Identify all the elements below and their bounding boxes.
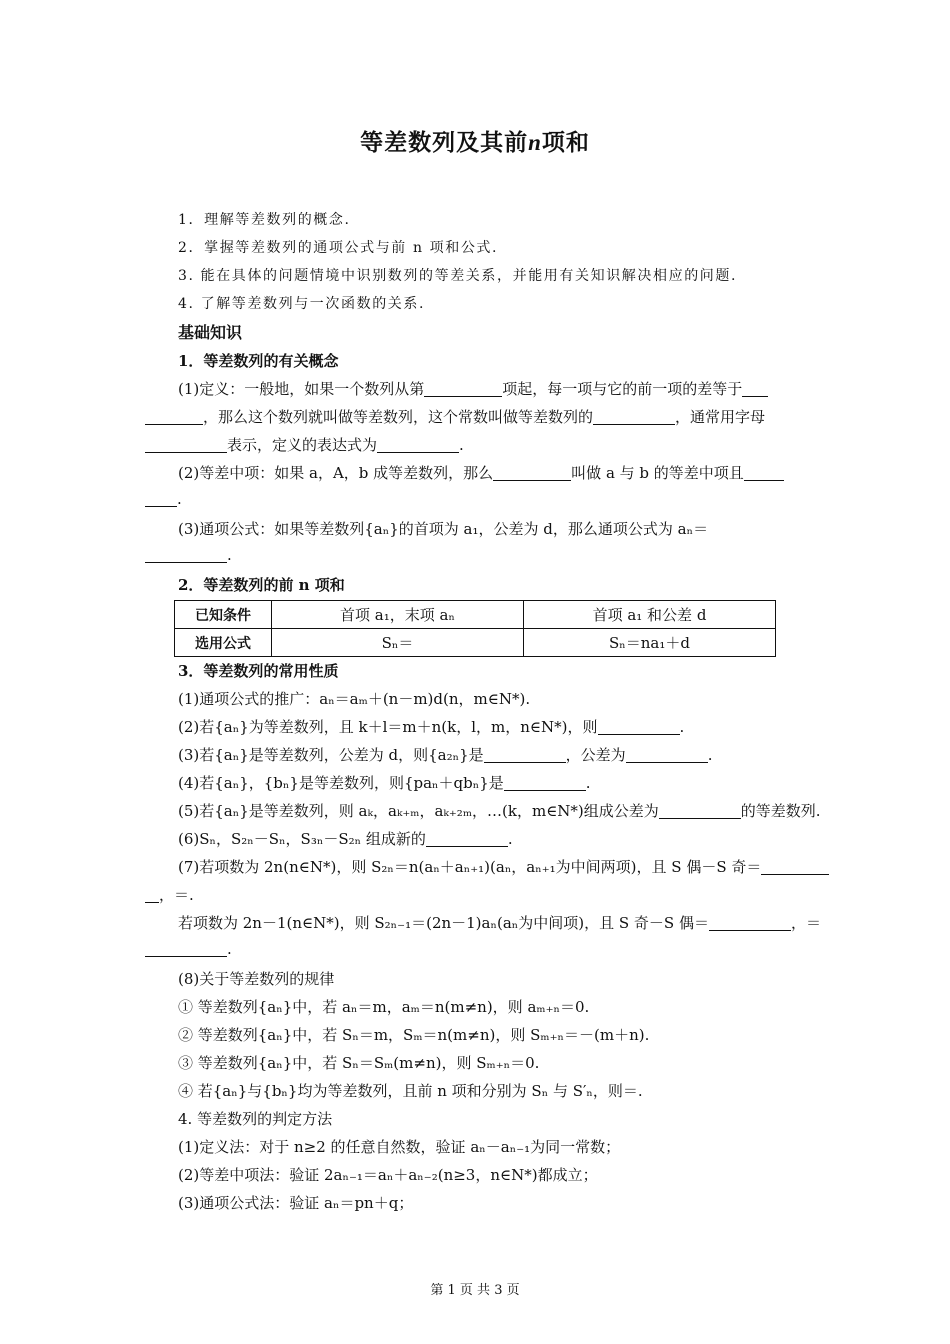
- table-cell: Sₙ＝na₁＋d: [524, 629, 776, 657]
- objective-1: 1．理解等差数列的概念.: [178, 212, 351, 228]
- blank: [145, 942, 227, 957]
- blank: [709, 916, 791, 931]
- table-row-header: 选用公式: [175, 629, 272, 657]
- blank: [377, 438, 459, 453]
- property-4: (4)若{aₙ}，{bₙ}是等差数列，则{paₙ＋qbₙ}是 .: [178, 774, 591, 792]
- definition-line-2: ，那么这个数列就叫做等差数列，这个常数叫做等差数列的 ，通常用字母: [145, 406, 765, 427]
- judge-method-2: (2)等差中项法：验证 2aₙ₋₁＝aₙ＋aₙ₋₂(n≥3，n∈N*)都成立；: [178, 1166, 598, 1184]
- blank: [145, 492, 177, 507]
- subsection-1-heading: 1．等差数列的有关概念: [178, 352, 339, 370]
- property-7-line-1: (7)若项数为 2n(n∈N*)，则 S₂ₙ＝n(aₙ＋aₙ₊₁)(aₙ，aₙ₊₁为中间两项)，且 S 偶－S 奇＝: [178, 856, 829, 877]
- rule-4: ④ 若{aₙ}与{bₙ}均为等差数列，且前 n 项和分别为 Sₙ 与 S′ₙ，则＝.: [178, 1082, 643, 1100]
- blank: [145, 888, 159, 903]
- blank: [493, 466, 571, 481]
- objective-3: 3. 能在具体的问题情境中识别数列的等差关系，并能用有关知识解决相应的问题.: [178, 268, 738, 284]
- general-term-line-1: (3)通项公式：如果等差数列{aₙ}的首项为 a₁，公差为 d，那么通项公式为 aₙ＝: [178, 520, 709, 538]
- rule-2: ② 等差数列{aₙ}中，若 Sₙ＝m，Sₘ＝n(m≠n)，则 Sₘ₊ₙ＝－(m＋n).: [178, 1026, 650, 1044]
- sum-formula-table: [174, 600, 776, 657]
- property-6: (6)Sₙ，S₂ₙ－Sₙ，S₃ₙ－S₂ₙ 组成新的 .: [178, 830, 513, 848]
- table-cell: Sₙ＝: [272, 629, 524, 657]
- mean-line-1: (2)等差中项：如果 a，A，b 成等差数列，那么 叫做 a 与 b 的等差中项且: [178, 462, 784, 483]
- blank: [424, 382, 502, 397]
- subsection-4-heading: 4. 等差数列的判定方法: [178, 1110, 333, 1128]
- property-5: (5)若{aₙ}是等差数列，则 aₖ，aₖ₊ₘ，aₖ₊₂ₘ，…(k，m∈N*)组成公差为 的等差数列.: [178, 802, 821, 820]
- blank: [598, 720, 680, 735]
- objective-4: 4. 了解等差数列与一次函数的关系.: [178, 296, 426, 312]
- blank: [593, 410, 675, 425]
- blank: [659, 804, 741, 819]
- blank: [426, 832, 508, 847]
- property-1: (1)通项公式的推广：aₙ＝aₘ＋(n－m)d(n，m∈N*).: [178, 690, 531, 708]
- property-7-line-2: ，＝.: [145, 884, 194, 905]
- blank: [504, 776, 586, 791]
- table-row: [175, 601, 776, 629]
- definition-line-1: (1)定义：一般地，如果一个数列从第 项起，每一项与它的前一项的差等于: [178, 378, 768, 399]
- title-tail: 项和: [541, 129, 590, 156]
- definition-line-3: 表示，定义的表达式为 .: [145, 434, 464, 455]
- blank: [145, 438, 227, 453]
- blank: [742, 382, 768, 397]
- blank: [761, 860, 829, 875]
- objective-2: 2．掌握等差数列的通项公式与前 n 项和公式.: [178, 240, 499, 256]
- subsection-3-heading: 3．等差数列的常用性质: [178, 662, 339, 680]
- blank: [626, 748, 708, 763]
- page-title: [0, 124, 950, 157]
- rule-1: ① 等差数列{aₙ}中，若 aₙ＝m，aₘ＝n(m≠n)，则 aₘ₊ₙ＝0.: [178, 998, 590, 1016]
- judge-method-1: (1)定义法：对于 n≥2 的任意自然数，验证 aₙ－aₙ₋₁为同一常数；: [178, 1138, 621, 1156]
- mean-line-2: .: [145, 490, 182, 508]
- general-term-line-2: .: [145, 546, 232, 564]
- property-7-line-4: .: [145, 940, 232, 958]
- blank: [145, 410, 203, 425]
- title-text: 等差数列及其前: [360, 129, 529, 156]
- table-row-header: 已知条件: [175, 601, 272, 629]
- blank: [744, 466, 784, 481]
- judge-method-3: (3)通项公式法：验证 aₙ＝pn＋q；: [178, 1194, 414, 1212]
- page-footer: 第 1 页 共 3 页: [430, 1283, 520, 1298]
- blank: [484, 748, 566, 763]
- subsection-2-heading: 2．等差数列的前 n 项和: [178, 576, 345, 594]
- title-variable: n: [528, 130, 542, 155]
- property-7-line-3: 若项数为 2n－1(n∈N*)，则 S₂ₙ₋₁＝(2n－1)aₙ(aₙ为中间项)，且 S 奇－S 偶＝ ，＝: [178, 914, 821, 932]
- property-2: (2)若{aₙ}为等差数列，且 k＋l＝m＋n(k，l，m，n∈N*)，则 .: [178, 718, 685, 736]
- rule-3: ③ 等差数列{aₙ}中，若 Sₙ＝Sₘ(m≠n)，则 Sₘ₊ₙ＝0.: [178, 1054, 540, 1072]
- blank: [145, 548, 227, 563]
- property-3: (3)若{aₙ}是等差数列，公差为 d，则{a₂ₙ}是 ，公差为 .: [178, 746, 713, 764]
- property-8: (8)关于等差数列的规律: [178, 970, 335, 988]
- table-cell: 首项 a₁ 和公差 d: [524, 601, 776, 629]
- table-cell: 首项 a₁，末项 aₙ: [272, 601, 524, 629]
- section-heading: 基础知识: [178, 323, 243, 342]
- table-row: [175, 629, 776, 657]
